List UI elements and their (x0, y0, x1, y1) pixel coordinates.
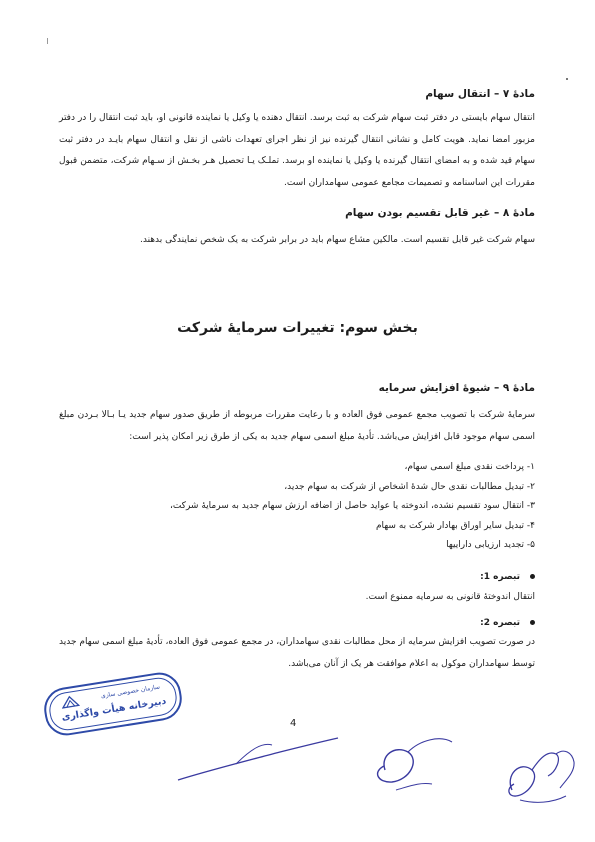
article-7-title: مادهٔ ۷ – انتقال سهام (425, 88, 535, 100)
note-1-label: تبصره 1: (480, 572, 520, 582)
article-9-intro: سرمایهٔ شرکت با تصویب مجمع عمومی فوق العاده و با رعایت مقررات مربوطه از طریق صدور سهام جدید یـا بـالا بـردن مبلغ اسمی سهام موجود قابل افزایش می‌باشد. تأدیهٔ مبلغ اسمی سهام جدید به یکی از طرق زیر امکان پذیر است: (59, 410, 535, 442)
note-1-text: انتقال اندوختهٔ قانونی به سرمایه ممنوع است. (365, 592, 535, 602)
list-item: ۵- تجدید ارزیابی داراییها (446, 540, 535, 550)
article-8-body: سهام شرکت غیر قابل تقسیم است. مالکین مشاع سهام باید در برابر شرکت به یک شخص نمایندگی بدهند. (140, 235, 535, 245)
stamp-org-line: سازمان خصوصی سازی (100, 683, 161, 700)
page-number: 4 (290, 718, 297, 729)
list-item: ۴- تبدیل سایر اوراق بهادار شرکت به سهام (375, 520, 535, 531)
stamp-main-line: دبیرخانه هیأت واگذاری (60, 695, 168, 724)
article-8-title: مادهٔ ۸ – غیر قابل تقسیم بودن سهام (345, 207, 535, 219)
article-9-title: مادهٔ ۹ – شیوهٔ افزایش سرمایه (378, 382, 535, 394)
list-item: ۱- پرداخت نقدی مبلغ اسمی سهام، (404, 462, 535, 472)
section-3-title: بخش سوم: تغییرات سرمایهٔ شرکت (177, 320, 418, 336)
article-7-body: انتقال سهام بایستی در دفتر ثبت سهام شرکت به ثبت برسد. انتقال دهنده یا وکیل یا نماینده قانونی او، باید ثبت انتقال را در دفتر مزبور امضا نماید. هویت کامل و نشانی انتقال گیرنده نیز از نظر اجرای تعهدات ناشی از نقل و انتقال سهام بایـد در دفتر ثبت سهام قید شده و به امضای انتقال گیرنده یا وکیل یا نماینده او برسد. تملـک یـا تحصیل هـر بخـش از سـهام شرکت، متضمن قبول مقررات این اساسنامه و تصمیمات مجامع عمومی سهامداران است. (59, 113, 535, 188)
list-item: ۲- تبدیل مطالبات نقدی حال شدهٔ اشخاص از شرکت به سهام جدید، (284, 481, 535, 492)
note-2-label: تبصره 2: (480, 618, 520, 628)
list-item: ۳- انتقال سود تقسیم نشده، اندوخته یا عواید حاصل از اضافه ارزش سهام جدید به سرمایهٔ شرکت، (169, 501, 535, 511)
note-2-text: در صورت تصویب افزایش سرمایه از محل مطالبات نقدی سهامداران، در مجمع عمومی فوق العاده، تأدیهٔ مبلغ اسمی سهام جدید توسط سهامداران موکول به اعلام موافقت هر یک از آنان می‌باشد. (59, 637, 535, 669)
